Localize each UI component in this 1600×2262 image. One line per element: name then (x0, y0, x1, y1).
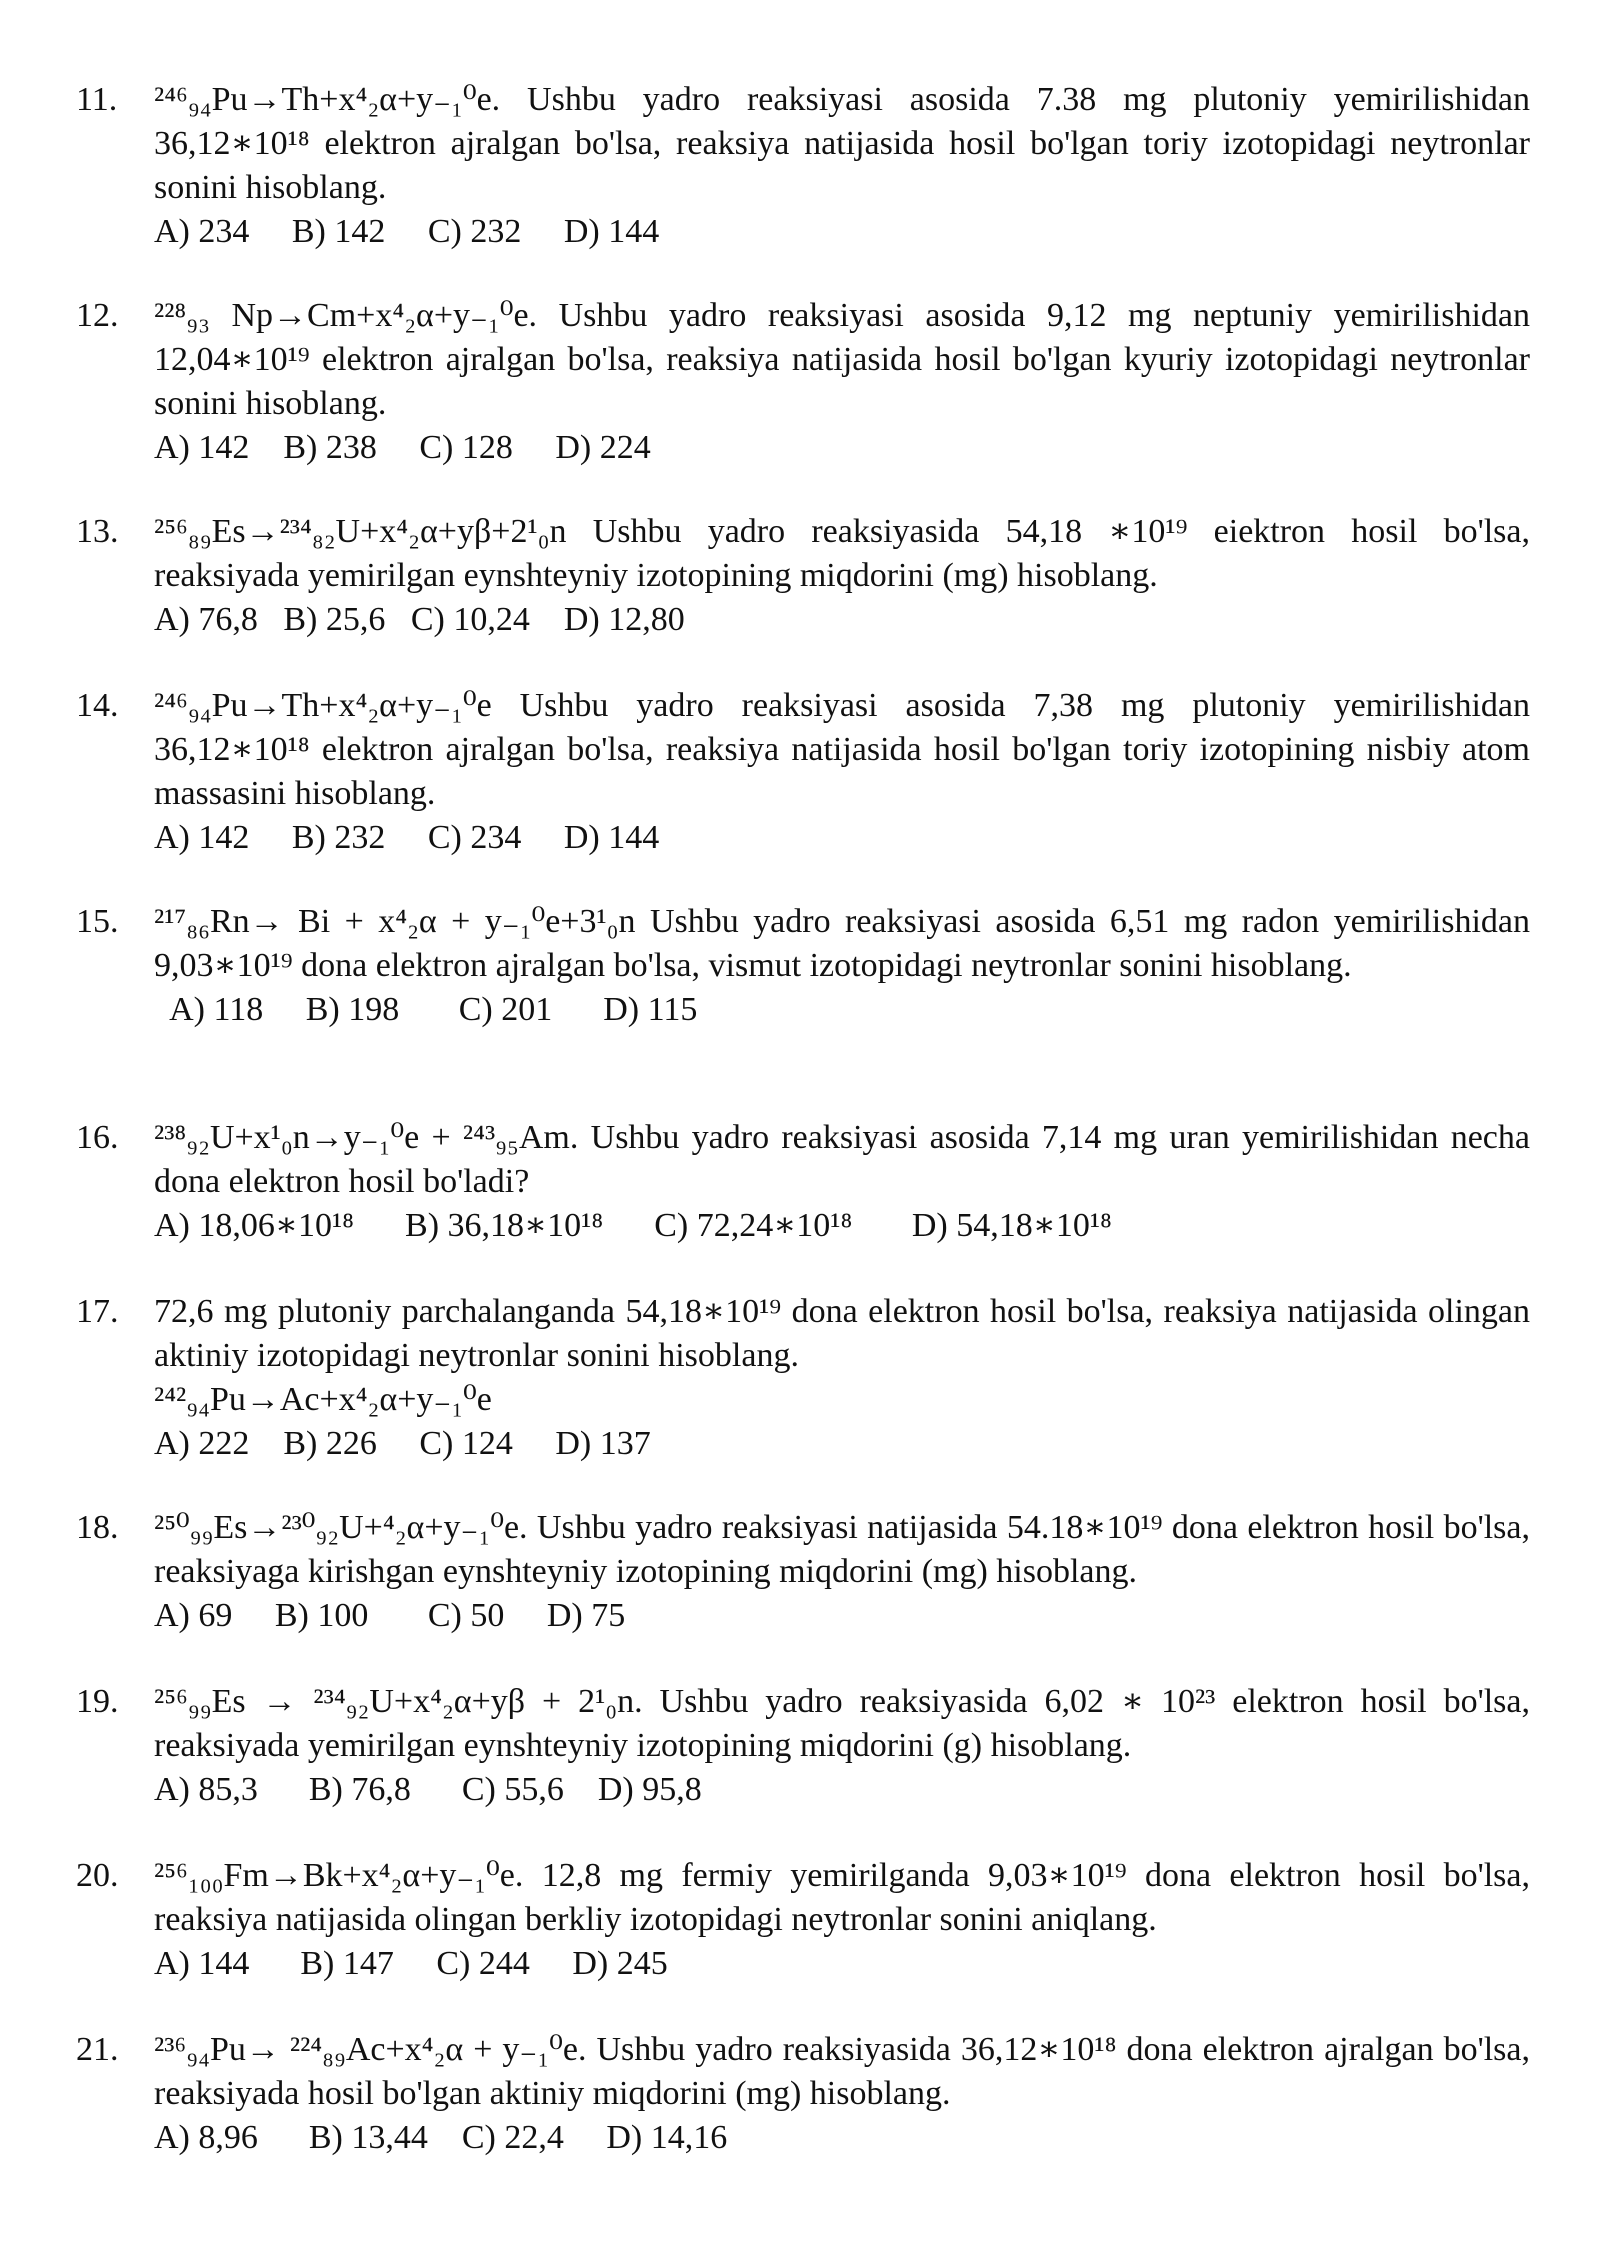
answer-options: A) 118 B) 198 C) 201 D) 115 (154, 991, 698, 1028)
question-text: ²³⁶₉₄Pu→ ²²⁴₈₉Ac+x⁴₂α + y₋₁⁰e. Ushbu yadro reaksiyasida 36,12∗10¹⁸ dona elektron ajralgan bo'lsa, reaksiyada hosil bo'lgan aktiniy miqdorini (mg) hisoblang. (154, 2031, 1530, 2112)
question-text: ²⁵⁶₉₉Es → ²³⁴₉₂U+x⁴₂α+yβ + 2¹₀n. Ushbu yadro reaksiyasida 6,02 ∗ 10²³ elektron hosil bo'lsa, reaksiyada yemirilgan eynshteyniy izotopining miqdorini (g) hisoblang. (154, 1683, 1530, 1764)
question-text: ²⁵⁰₉₉Es→²³⁰₉₂U+⁴₂α+y₋₁⁰e. Ushbu yadro reaksiyasi natijasida 54.18∗10¹⁹ dona elektron hosil bo'lsa, reaksiyaga kirishgan eynshteyniy izotopining miqdorini (mg) hisoblang. (154, 1509, 1530, 1590)
question-number: 13. (76, 513, 119, 550)
question-20 (76, 1854, 1530, 1986)
answer-options: A) 85,3 B) 76,8 C) 55,6 D) 95,8 (154, 1771, 702, 1808)
question-number: 18. (76, 1509, 119, 1546)
question-21 (76, 2028, 1530, 2160)
question-number: 11. (76, 81, 118, 118)
answer-options: A) 69 B) 100 C) 50 D) 75 (154, 1597, 626, 1634)
question-12 (76, 294, 1530, 470)
reaction-equation: ²⁴²₉₄Pu→Ac+x⁴₂α+y₋₁⁰e (154, 1381, 492, 1418)
question-text: 72,6 mg plutoniy parchalanganda 54,18∗10¹⁹ dona elektron hosil bo'lsa, reaksiya natijasida olingan aktiniy izotopidagi neytronlar sonini hisoblang. (154, 1293, 1530, 1374)
answer-options: A) 142 B) 238 C) 128 D) 224 (154, 429, 651, 466)
answer-options: A) 144 B) 147 C) 244 D) 245 (154, 1945, 668, 1982)
question-number: 16. (76, 1119, 119, 1156)
question-14 (76, 684, 1530, 860)
question-number: 19. (76, 1683, 119, 1720)
question-text: ²⁴⁶₉₄Pu→Th+x⁴₂α+y₋₁⁰e Ushbu yadro reaksiyasi asosida 7,38 mg plutoniy yemirilishidan 36,12∗10¹⁸ elektron ajralgan bo'lsa, reaksiya natijasida hosil bo'lgan toriy izotopining nisbiy atom massasini hisoblang. (154, 687, 1530, 812)
answer-options: A) 8,96 B) 13,44 C) 22,4 D) 14,16 (154, 2119, 728, 2156)
answer-options: A) 142 B) 232 C) 234 D) 144 (154, 819, 660, 856)
question-text: ²⁵⁶₈₉Es→²³⁴₈₂U+x⁴₂α+yβ+2¹₀n Ushbu yadro reaksiyasida 54,18 ∗10¹⁹ eiektron hosil bo'lsa, reaksiyada yemirilgan eynshteyniy izotopining miqdorini (mg) hisoblang. (154, 513, 1530, 594)
question-13 (76, 510, 1530, 642)
question-11 (76, 78, 1530, 254)
question-17 (76, 1290, 1530, 1466)
question-number: 21. (76, 2031, 119, 2068)
answer-options: A) 234 B) 142 C) 232 D) 144 (154, 213, 660, 250)
question-number: 17. (76, 1293, 119, 1330)
question-number: 15. (76, 903, 119, 940)
answer-options: A) 18,06∗10¹⁸ B) 36,18∗10¹⁸ C) 72,24∗10¹⁸ D) 54,18∗10¹⁸ (154, 1207, 1112, 1244)
question-19 (76, 1680, 1530, 1812)
question-number: 12. (76, 297, 119, 334)
question-text: ²⁴⁶₉₄Pu→Th+x⁴₂α+y₋₁⁰e. Ushbu yadro reaksiyasi asosida 7.38 mg plutoniy yemirilishidan 36,12∗10¹⁸ elektron ajralgan bo'lsa, reaksiya natijasida hosil bo'lgan toriy izotopidagi neytronlar sonini hisoblang. (154, 81, 1530, 206)
question-text: ²²⁸₉₃ Np→Cm+x⁴₂α+y₋₁⁰e. Ushbu yadro reaksiyasi asosida 9,12 mg neptuniy yemirilishidan 12,04∗10¹⁹ elektron ajralgan bo'lsa, reaksiya natijasida hosil bo'lgan kyuriy izotopidagi neytronlar sonini hisoblang. (154, 297, 1530, 422)
question-15 (76, 900, 1530, 1032)
question-number: 14. (76, 687, 119, 724)
question-text: ²³⁸₉₂U+x¹₀n→y₋₁⁰e + ²⁴³₉₅Am. Ushbu yadro reaksiyasi asosida 7,14 mg uran yemirilishidan necha dona elektron hosil bo'ladi? (154, 1119, 1530, 1200)
question-18 (76, 1506, 1530, 1638)
question-number: 20. (76, 1857, 119, 1894)
answer-options: A) 222 B) 226 C) 124 D) 137 (154, 1425, 651, 1462)
question-text: ²¹⁷₈₆Rn→ Bi + x⁴₂α + y₋₁⁰e+3¹₀n Ushbu yadro reaksiyasi asosida 6,51 mg radon yemirilishidan 9,03∗10¹⁹ dona elektron ajralgan bo'lsa, vismut izotopidagi neytronlar sonini hisoblang. (154, 903, 1530, 984)
question-16 (76, 1116, 1530, 1248)
answer-options: A) 76,8 B) 25,6 C) 10,24 D) 12,80 (154, 601, 685, 638)
question-text: ²⁵⁶₁₀₀Fm→Bk+x⁴₂α+y₋₁⁰e. 12,8 mg fermiy yemirilganda 9,03∗10¹⁹ dona elektron hosil bo'lsa, reaksiya natijasida olingan berkliy izotopidagi neytronlar sonini aniqlang. (154, 1857, 1530, 1938)
